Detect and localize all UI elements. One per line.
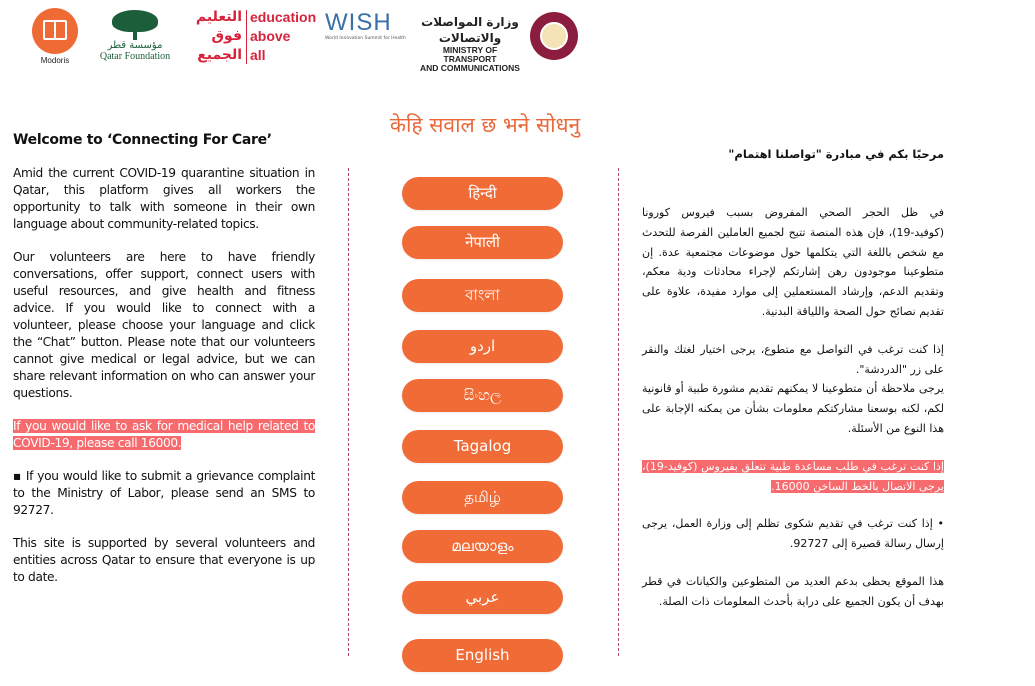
language-button-tagalog[interactable]: Tagalog <box>402 430 563 463</box>
ministry-english-2: AND COMMUNICATIONS <box>420 63 520 73</box>
dashed-divider-left <box>348 168 349 656</box>
wish-subtitle: World Innovation Summit for Health <box>325 36 406 41</box>
arabic-support: هذا الموقع يحظى بدعم العديد من المتطوعين والكيانات في قطر بهدف أن يكون الجميع على دراية بأحدث المعلومات ذات الصلة. <box>642 574 944 608</box>
english-info-column <box>13 131 315 602</box>
qf-arabic: مؤسسة قطر <box>107 40 163 51</box>
dashed-divider-right <box>618 168 619 656</box>
center-title: केहि सवाल छ भने सोधनु <box>389 113 581 137</box>
language-button-malayalam[interactable]: മലയാളം <box>402 530 563 563</box>
wish-mark: WISH <box>325 9 392 36</box>
english-grievance: ▪ If you would like to submit a grievance complaint to the Ministry of Labor, please send an SMS to 92727. <box>13 469 315 517</box>
ministry-transport-logo <box>418 14 522 73</box>
eaa-ar-2: فوق <box>211 28 242 44</box>
eaa-en-2: above <box>250 28 291 44</box>
partner-logos-bar <box>0 0 1035 80</box>
qatar-foundation-logo <box>95 10 175 70</box>
modoris-label: Modoris <box>40 56 70 65</box>
book-icon <box>32 8 78 54</box>
education-above-all-logo <box>182 8 317 68</box>
english-support: This site is supported by several volunteers and entities across Qatar to ensure that everyone is up to date. <box>13 536 315 584</box>
language-button-english[interactable]: English <box>402 639 563 672</box>
arabic-medical-help-highlight: إذا كنت ترغب في طلب مساعدة طبية تتعلق بفيروس (كوفيد-19)، يرجى الاتصال بالخط الساخن 16000. <box>642 459 944 493</box>
eaa-en-1: education <box>250 9 317 25</box>
qatar-seal-logo <box>530 12 578 60</box>
tree-icon <box>112 10 158 32</box>
language-button-arabic[interactable]: عربي <box>402 581 563 614</box>
wish-logo <box>325 10 410 68</box>
arabic-grievance: • إذا كنت ترغب في تقديم شكوى تظلم إلى وزارة العمل، يرجى إرسال رسالة قصيرة إلى 92727. <box>642 517 944 551</box>
language-button-tamil[interactable]: தமிழ் <box>402 481 563 514</box>
language-button-nepali[interactable]: नेपाली <box>402 226 563 259</box>
language-button-bangla[interactable]: বাংলা <box>402 279 563 312</box>
language-button-hindi[interactable]: हिन्दी <box>402 177 563 210</box>
eaa-en-3: all <box>250 47 266 63</box>
arabic-volunteer-connect: إذا كنت ترغب في التواصل مع متطوع، يرجى اختيار لغتك والنقر على زر "الدردشة". <box>642 342 944 376</box>
arabic-info-column <box>642 145 944 630</box>
modoris-logo <box>30 8 80 72</box>
english-medical-help-highlight: If you would like to ask for medical help related to COVID-19, please call 16000. <box>13 419 315 450</box>
arabic-title: مرحبًا بكم في مبادرة "تواصلنا اهتمام" <box>728 147 944 161</box>
eaa-ar-3: الجميع <box>197 47 242 63</box>
english-intro: Amid the current COVID-19 quarantine situation in Qatar, this platform gives all workers the opportunity to talk with someone in their own language about community-related topics. <box>13 166 315 231</box>
arabic-volunteer-note: يرجى ملاحظة أن متطوعينا لا يمكنهم تقديم مشورة طبية أو قانونية لكم، لكنه بوسعنا مشاركتكم معلومات بشأن من يمكنه الإجابة على هذا النوع من الأسئلة. <box>642 382 944 435</box>
language-button-urdu[interactable]: اردو <box>402 330 563 363</box>
ministry-english-1: MINISTRY OF TRANSPORT <box>442 45 498 64</box>
eaa-ar-1: التعليم <box>195 9 242 25</box>
language-button-sinhala[interactable]: සිංහල <box>402 379 563 412</box>
ministry-arabic: وزارة المواصلات والاتصالات <box>421 15 519 45</box>
arabic-intro: في ظل الحجر الصحي المفروض بسبب فيروس كورونا (كوفيد-19)، فإن هذه المنصة تتيح لجميع العاملين الفرصة للتحدث مع شخص باللغة التي يتكلمها حول موضوعات مجتمعية عدة. إن متطوعينا موجودون رهن إشارتكم لإجراء محادثات ودية معكم، وتقديم الدعم، وإرشاد المستعملين إلى موارد مفيدة، علاوة على تقديم نصائح حول الصحة واللياقة البدنية. <box>642 206 944 318</box>
qf-english: Qatar Foundation <box>99 51 171 62</box>
english-title: Welcome to ‘Connecting For Care’ <box>13 132 272 148</box>
english-volunteers: Our volunteers are here to have friendly conversations, offer support, connect users with useful resources, and give health and fitness advice. If you would like to connect with a volunteer, please choose your language and click the “Chat” button. Please note that our volunteers cannot give medical or legal advice, but we can share relevant information on who can answer your questions. <box>13 250 315 400</box>
